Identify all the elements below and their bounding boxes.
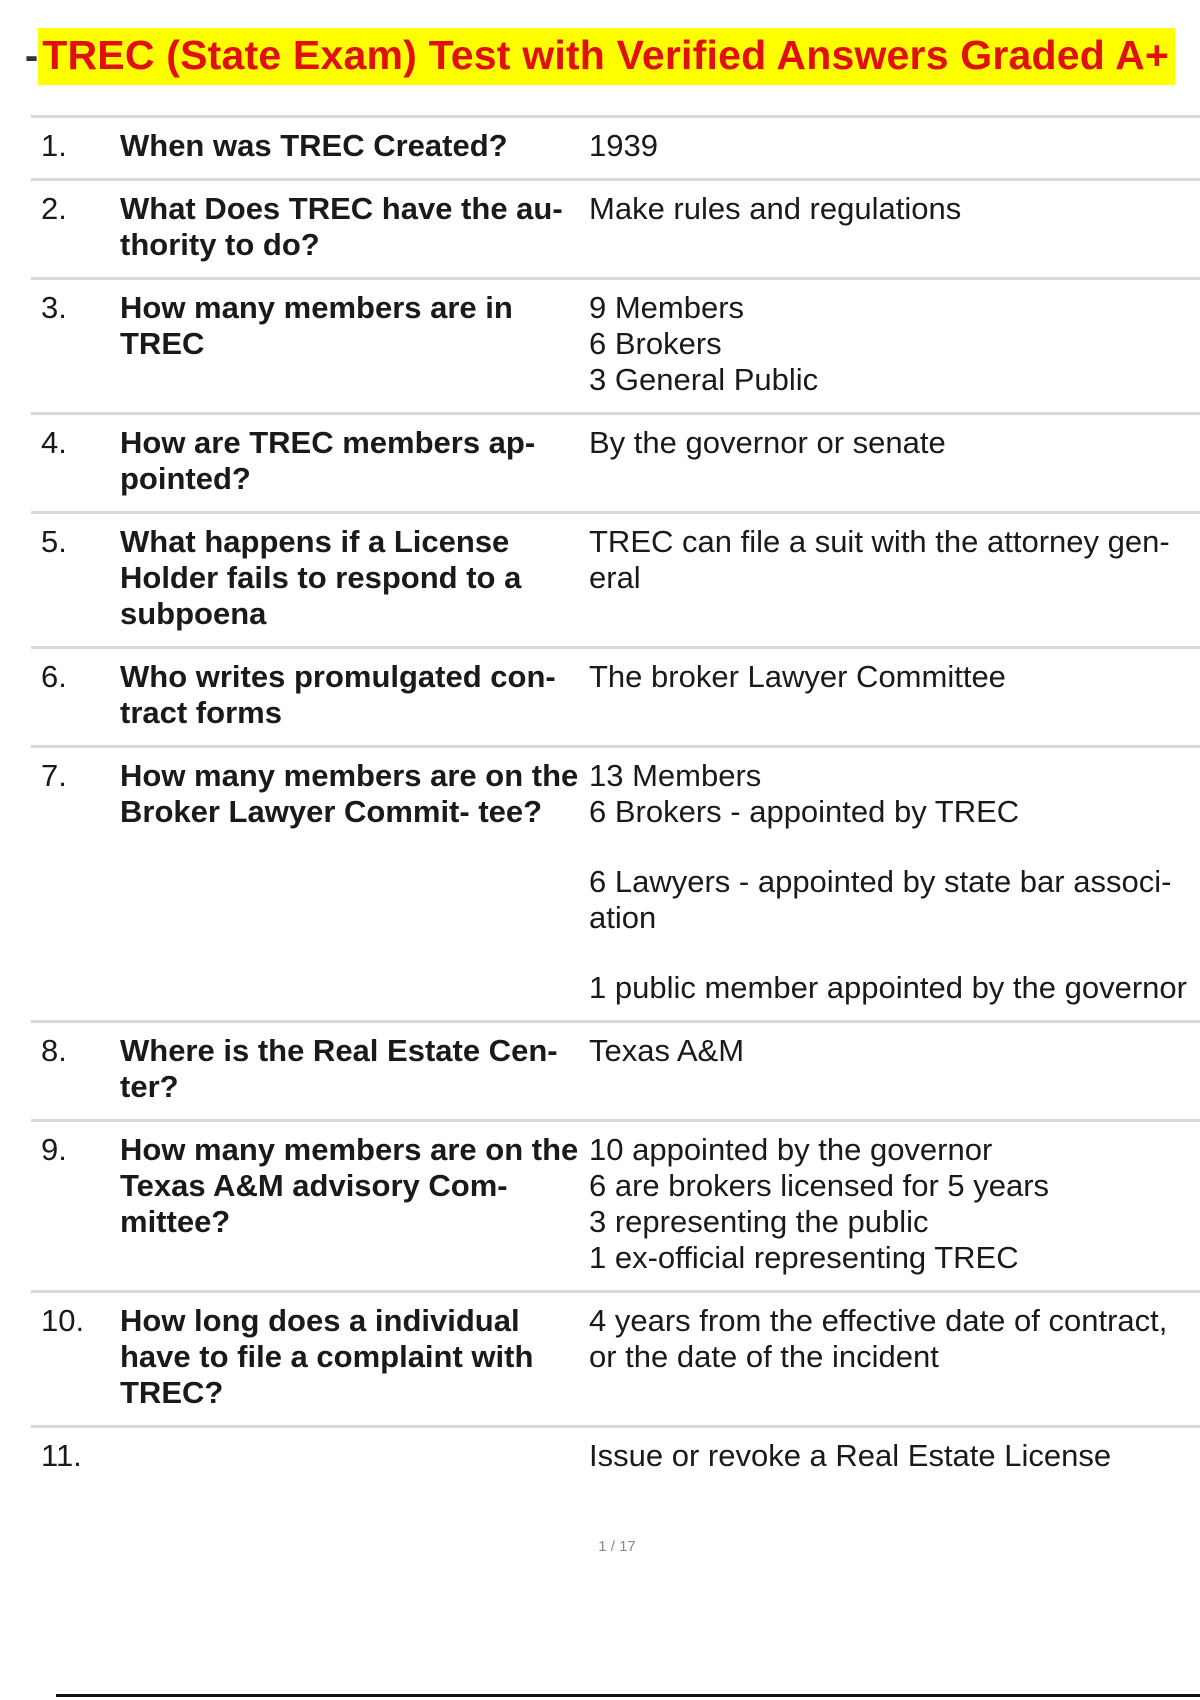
- qa-number: 4.: [41, 425, 67, 460]
- answer-line: 9 Members: [589, 290, 745, 325]
- answer-line: 6 Lawyers - appointed by state bar associ- ation: [589, 864, 1172, 935]
- qa-row: [31, 511, 1200, 646]
- answer-line: 13 Members: [589, 758, 762, 793]
- qa-answer: [587, 1033, 1200, 1105]
- answer-line: 10 appointed by the governor: [589, 1132, 993, 1167]
- qa-question: How many members are on the Broker Lawyer Commit- tee?: [120, 758, 579, 829]
- answer-line: 4 years from the effective date of contract, or the date of the incident: [589, 1303, 1168, 1374]
- qa-row: [31, 646, 1200, 745]
- qa-question: [120, 1438, 587, 1474]
- qa-answer: [587, 191, 1200, 263]
- qa-number: 8.: [41, 1033, 67, 1068]
- qa-number: 11.: [41, 1438, 82, 1473]
- qa-row: [31, 1119, 1200, 1290]
- answer-line: 3 General Public: [589, 362, 819, 397]
- qa-table: [31, 115, 1200, 1488]
- qa-question: Who writes promulgated con- tract forms: [120, 659, 556, 730]
- qa-number: 2.: [41, 191, 67, 226]
- answer-line: 1 public member appointed by the governor: [589, 970, 1187, 1005]
- page-indicator: 1 / 17: [598, 1538, 636, 1555]
- qa-answer: [587, 425, 1200, 497]
- answer-line: 6 Brokers: [589, 326, 722, 361]
- qa-row: [31, 745, 1200, 1020]
- qa-question: How many members are on the Texas A&M advisory Com- mittee?: [120, 1132, 579, 1239]
- qa-row: [31, 1290, 1200, 1425]
- qa-answer: [587, 758, 1200, 1006]
- qa-question: What Does TREC have the au- thority to do?: [120, 191, 563, 262]
- qa-question: What happens if a License Holder fails to respond to a subpoena: [120, 524, 522, 631]
- qa-row: [31, 412, 1200, 511]
- qa-number: 10.: [41, 1303, 85, 1338]
- answer-line: 1 ex-official representing TREC: [589, 1240, 1019, 1275]
- qa-row: [31, 178, 1200, 277]
- answer-line: 1939: [589, 128, 658, 163]
- qa-question: Where is the Real Estate Cen- ter?: [120, 1033, 558, 1104]
- qa-answer: [587, 524, 1200, 632]
- qa-answer: [587, 1438, 1200, 1474]
- answer-line: Texas A&M: [589, 1033, 745, 1068]
- answer-spacer: [589, 936, 1200, 970]
- qa-row: [31, 1425, 1200, 1488]
- qa-number: 7.: [41, 758, 67, 793]
- document-header: [0, 28, 1200, 85]
- qa-question: How are TREC members ap- pointed?: [120, 425, 536, 496]
- answer-line: TREC can file a suit with the attorney gen- eral: [589, 524, 1170, 595]
- answer-line: 6 Brokers - appointed by TREC: [589, 794, 1020, 829]
- answer-line: Issue or revoke a Real Estate License: [589, 1438, 1112, 1473]
- answer-line: The broker Lawyer Committee: [589, 659, 1006, 694]
- qa-answer: [587, 1303, 1200, 1411]
- qa-number: 5.: [41, 524, 67, 559]
- answer-line: 3 representing the public: [589, 1204, 929, 1239]
- qa-answer: [587, 290, 1200, 398]
- qa-number: 6.: [41, 659, 67, 694]
- answer-line: By the governor or senate: [589, 425, 946, 460]
- qa-question: How many members are in TREC: [120, 290, 513, 361]
- qa-number: 9.: [41, 1132, 67, 1167]
- title-prefix: -: [24, 34, 39, 78]
- page-title: TREC (State Exam) Test with Verified Answers Graded A+: [38, 28, 1175, 85]
- qa-answer: [587, 128, 1200, 164]
- qa-row: [31, 115, 1200, 178]
- answer-line: Make rules and regulations: [589, 191, 962, 226]
- qa-question: How long does a individual have to file a complaint with TREC?: [120, 1303, 534, 1410]
- answer-spacer: [589, 830, 1200, 864]
- bottom-divider: [56, 1694, 1200, 1697]
- qa-row: [31, 277, 1200, 412]
- qa-answer: [587, 1132, 1200, 1276]
- qa-number: 1.: [41, 128, 67, 163]
- qa-answer: [587, 659, 1200, 731]
- answer-line: 6 are brokers licensed for 5 years: [589, 1168, 1050, 1203]
- qa-number: 3.: [41, 290, 67, 325]
- qa-question: When was TREC Created?: [120, 128, 508, 163]
- qa-row: [31, 1020, 1200, 1119]
